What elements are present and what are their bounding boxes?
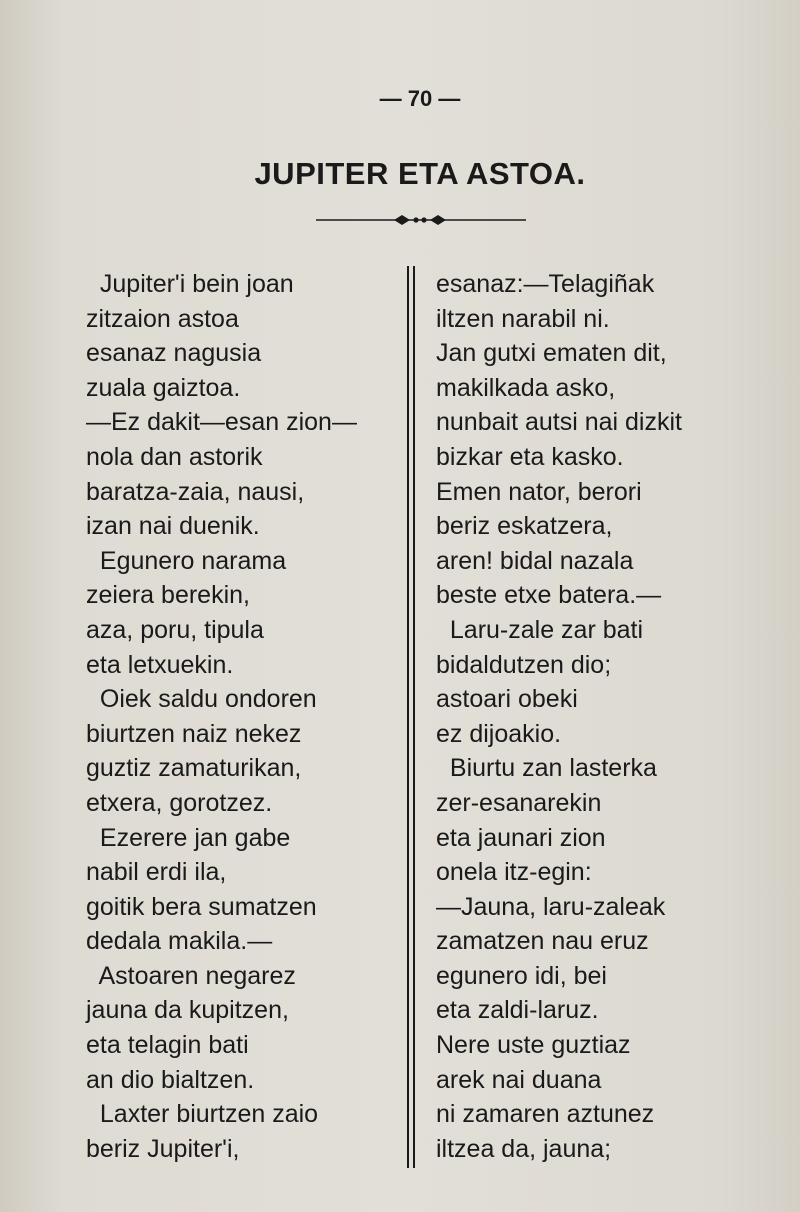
poem-line: zer-esanarekin bbox=[436, 788, 602, 817]
poem-line: makilkada asko, bbox=[436, 373, 616, 402]
poem-line: onela itz-egin: bbox=[436, 858, 592, 887]
poem-line: aza, poru, tipula bbox=[86, 615, 264, 644]
poem-line: bizkar eta kasko. bbox=[436, 442, 624, 471]
poem-line: Laxter biurtzen zaio bbox=[86, 1100, 319, 1129]
poem-line: nunbait autsi nai dizkit bbox=[436, 408, 682, 437]
poem-line: zeiera berekin, bbox=[86, 581, 250, 610]
poem-line: Oiek saldu ondoren bbox=[86, 685, 317, 714]
poem-line: aren! bidal nazala bbox=[436, 546, 634, 575]
poem-line: Jan gutxi ematen dit, bbox=[436, 339, 667, 368]
poem-line: ni zamaren aztunez bbox=[436, 1100, 655, 1129]
poem-line: Laru-zale zar bati bbox=[436, 615, 644, 644]
poem-line: astoari obeki bbox=[436, 685, 578, 714]
poem-line: Nere uste guztiaz bbox=[436, 1031, 631, 1060]
poem-line: zuala gaiztoa. bbox=[86, 373, 241, 402]
poem-line: eta jaunari zion bbox=[436, 823, 606, 852]
poem-line: baratza-zaia, nausi, bbox=[86, 477, 305, 506]
poem-line: zitzaion astoa bbox=[86, 304, 239, 333]
poem-line: goitik bera sumatzen bbox=[86, 892, 317, 921]
page-title: JUPITER ETA ASTOA. bbox=[254, 156, 586, 191]
column-rule bbox=[413, 266, 415, 1168]
poem-line: eta telagin bati bbox=[86, 1031, 249, 1060]
poem-line: Ezerere jan gabe bbox=[86, 823, 291, 852]
poem-line: esanaz nagusia bbox=[86, 339, 262, 368]
poem-line: eta zaldi-laruz. bbox=[436, 996, 599, 1025]
poem-line: nola dan astorik bbox=[86, 442, 263, 471]
poem-line: an dio bialtzen. bbox=[86, 1065, 255, 1094]
poem-line: —Ez dakit—esan zion— bbox=[86, 408, 357, 437]
poem-line: biurtzen naiz nekez bbox=[86, 719, 302, 748]
poem-line: Egunero narama bbox=[86, 546, 287, 575]
poem-line: —Jauna, laru-zaleak bbox=[436, 892, 666, 921]
poem-line: izan nai duenik. bbox=[86, 512, 260, 541]
poem-line: iltzen narabil ni. bbox=[436, 304, 610, 333]
poem-line: esanaz:—Telagiñak bbox=[436, 270, 655, 298]
poem-line: Emen nator, berori bbox=[436, 477, 642, 506]
poem-line: guztiz zamaturikan, bbox=[86, 754, 302, 783]
poem-line: bidaldutzen dio; bbox=[436, 650, 612, 679]
poem-line: dedala makila.— bbox=[86, 927, 273, 956]
ornament-divider bbox=[316, 213, 526, 227]
poem-line: beriz Jupiter'i, bbox=[86, 1134, 240, 1163]
poem-line: eta letxuekin. bbox=[86, 650, 234, 679]
poem-line: Astoaren negarez bbox=[86, 961, 296, 990]
poem-line: zamatzen nau eruz bbox=[436, 927, 649, 956]
poem-line: etxera, gorotzez. bbox=[86, 788, 273, 817]
poem-line: iltzea da, jauna; bbox=[436, 1134, 612, 1163]
right-column bbox=[436, 267, 756, 1166]
poem-line: nabil erdi ila, bbox=[86, 858, 227, 887]
poem-line: beriz eskatzera, bbox=[436, 512, 613, 541]
poem-line: arek nai duana bbox=[436, 1065, 602, 1094]
poem-line: Jupiter'i bein joan bbox=[86, 270, 294, 298]
poem-line: Biurtu zan lasterka bbox=[436, 754, 657, 783]
poem-line: egunero idi, bei bbox=[436, 961, 607, 990]
poem-line: jauna da kupitzen, bbox=[86, 996, 289, 1025]
page-number: — 70 — bbox=[379, 86, 461, 111]
column-rule bbox=[407, 266, 409, 1168]
poem-line: ez dijoakio. bbox=[436, 719, 562, 748]
poem-line: beste etxe batera.— bbox=[436, 581, 662, 610]
left-column bbox=[86, 267, 406, 1166]
